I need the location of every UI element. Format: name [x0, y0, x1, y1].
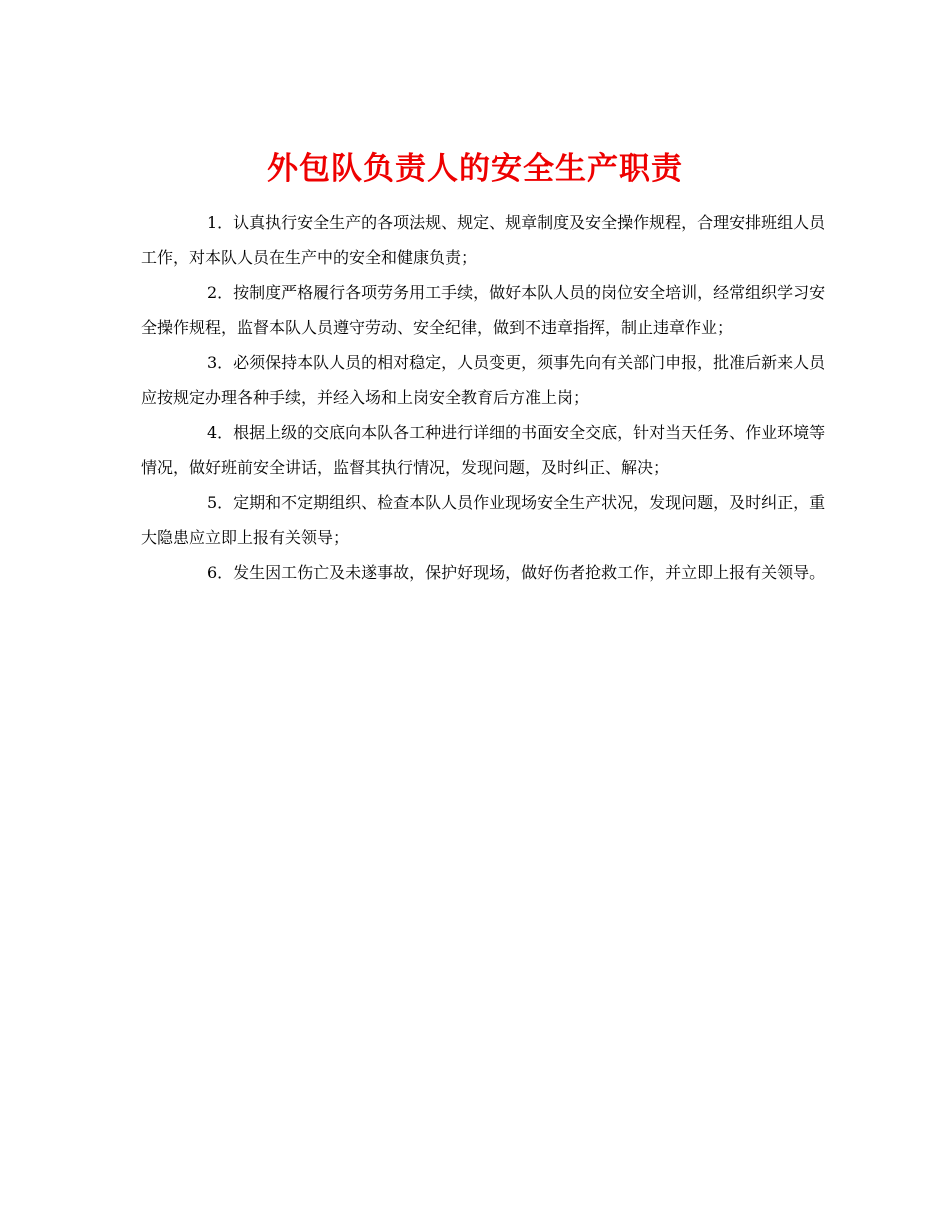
document-title: 外包队负责人的安全生产职责 [267, 150, 683, 187]
paragraph-2: 2．按制度严格履行各项劳务用工手续，做好本队人员的岗位安全培训，经常组织学习安全操作规程，监督本队人员遵守劳动、安全纪律，做到不违章指挥，制止违章作业； [141, 283, 826, 337]
document-body [141, 205, 841, 590]
paragraph-4: 4．根据上级的交底向本队各工种进行详细的书面安全交底，针对当天任务、作业环境等情况，做好班前安全讲话，监督其执行情况，发现问题，及时纠正、解决； [141, 423, 826, 477]
paragraph-5: 5．定期和不定期组织、检查本队人员作业现场安全生产状况，发现问题，及时纠正，重大隐患应立即上报有关领导； [141, 493, 826, 547]
paragraph-3: 3．必须保持本队人员的相对稳定，人员变更，须事先向有关部门申报，批准后新来人员应按规定办理各种手续，并经入场和上岗安全教育后方准上岗； [141, 353, 826, 407]
paragraph-1: 1．认真执行安全生产的各项法规、规定、规章制度及安全操作规程，合理安排班组人员工作，对本队人员在生产中的安全和健康负责； [141, 213, 826, 267]
paragraph-6: 6．发生因工伤亡及未遂事故，保护好现场，做好伤者抢救工作，并立即上报有关领导。 [207, 563, 826, 582]
